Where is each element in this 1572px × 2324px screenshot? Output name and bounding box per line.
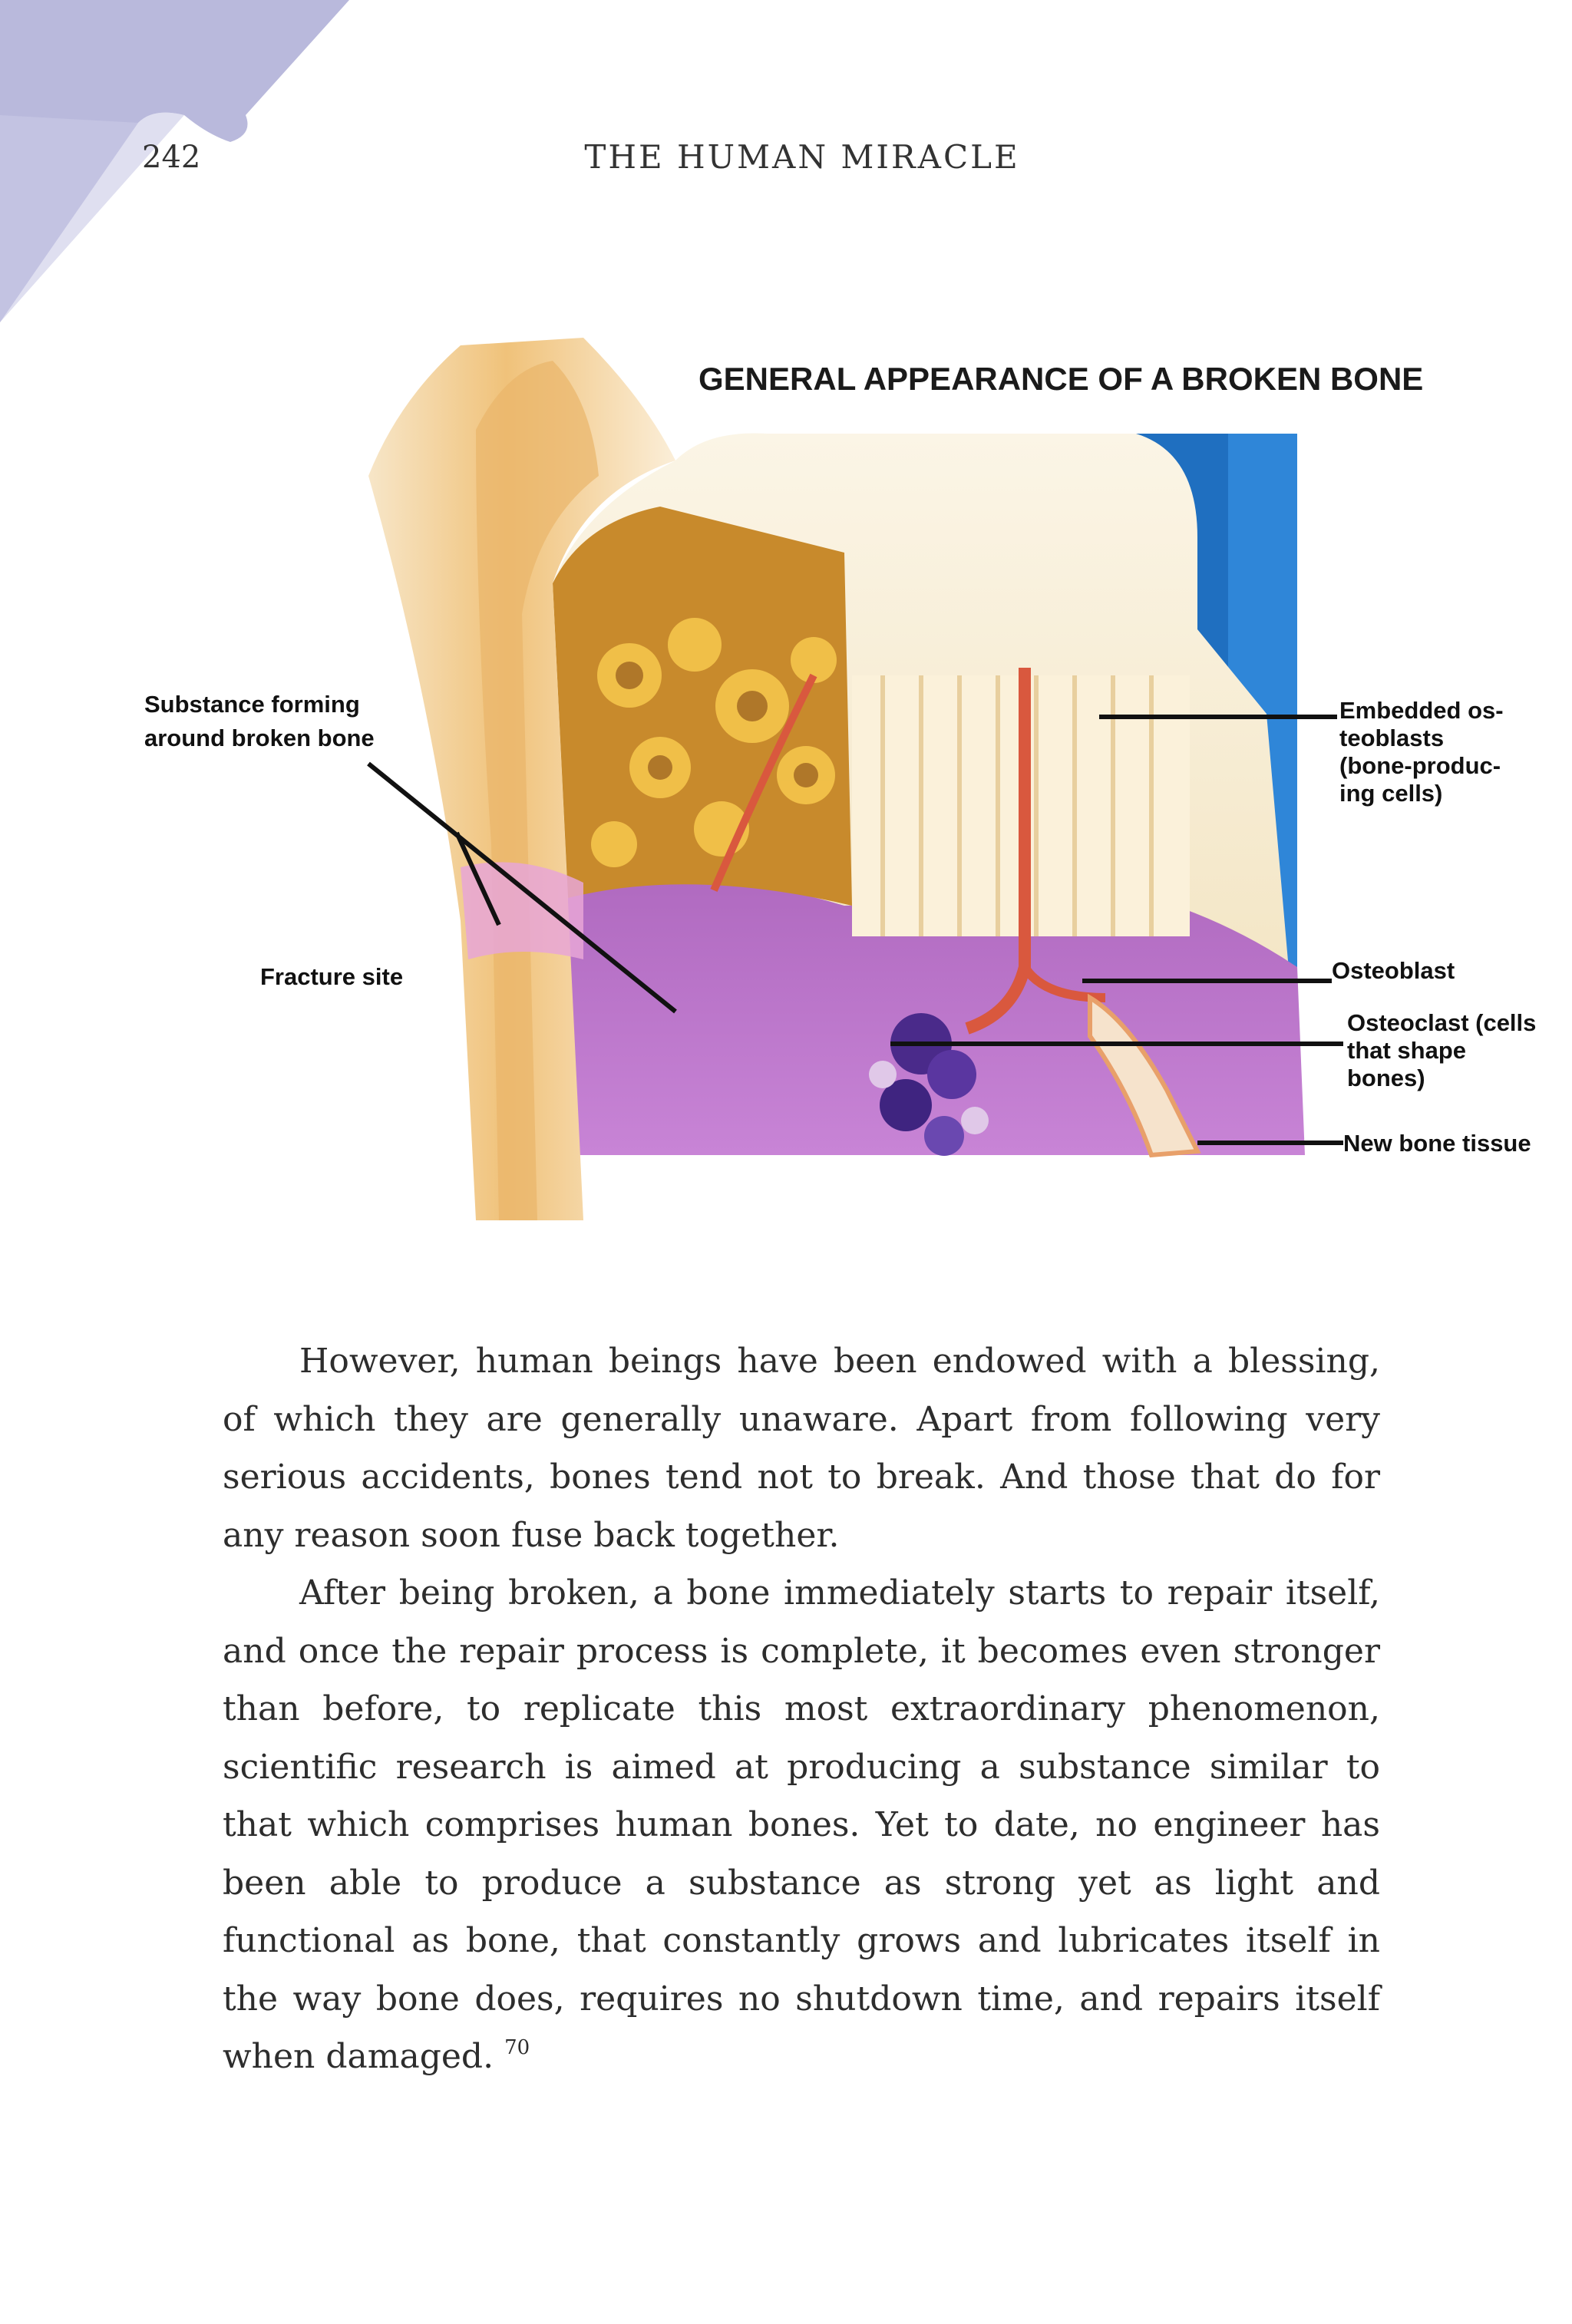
label-embedded-line1: Embedded os- — [1339, 697, 1504, 724]
running-head: THE HUMAN MIRACLE — [584, 138, 1020, 176]
label-substance-line1: Substance forming — [144, 691, 360, 718]
label-osteoclast — [1347, 1009, 1536, 1092]
label-osteoclast-line3: bones) — [1347, 1065, 1425, 1091]
broken-bone-illustration — [0, 322, 1572, 1228]
label-embedded-line4: ing cells) — [1339, 780, 1443, 807]
paragraph-2-text: After being broken, a bone immediately starts to repair itself, and once the repair process is complete, it becomes even stronger than before, to replicate this most extraordinary phenomenon, scientific research is aimed at producing a substance similar to that which comprises human bones. Yet to date, no engineer has been able to produce a substance as strong yet as light and functional as bone, that constantly grows and lubricates itself in the way bone does, requires no shutdown time, and repairs itself when damaged. — [223, 1573, 1380, 2076]
page-number: 242 — [142, 140, 201, 175]
label-embedded-osteoblasts — [1339, 697, 1504, 807]
label-osteoblast: Osteoblast — [1332, 957, 1455, 984]
label-substance-line2: around broken bone — [144, 725, 375, 751]
figure-title: GENERAL APPEARANCE OF A BROKEN BONE — [698, 361, 1424, 397]
paragraph-2 — [223, 1564, 1380, 2086]
label-embedded-line2: teoblasts — [1339, 725, 1445, 751]
label-fracture-site: Fracture site — [260, 963, 404, 990]
label-new-bone-tissue: New bone tissue — [1343, 1130, 1531, 1157]
label-embedded-line3: (bone-produc- — [1339, 752, 1501, 779]
paragraph-1: However, human beings have been endowed with a blessing, of which they are generally unaware. Apart from following very serious accidents, bones tend not to break. And those that do for any reason soon fuse back together. — [223, 1342, 1380, 1555]
footnote-reference: 70 — [504, 2036, 530, 2059]
label-osteoclast-line2: that shape — [1347, 1037, 1467, 1064]
label-substance-forming — [144, 691, 375, 752]
label-osteoclast-line1: Osteoclast (cells — [1347, 1009, 1537, 1036]
body-text — [223, 1332, 1380, 2086]
bone-drawing — [0, 322, 1572, 1228]
